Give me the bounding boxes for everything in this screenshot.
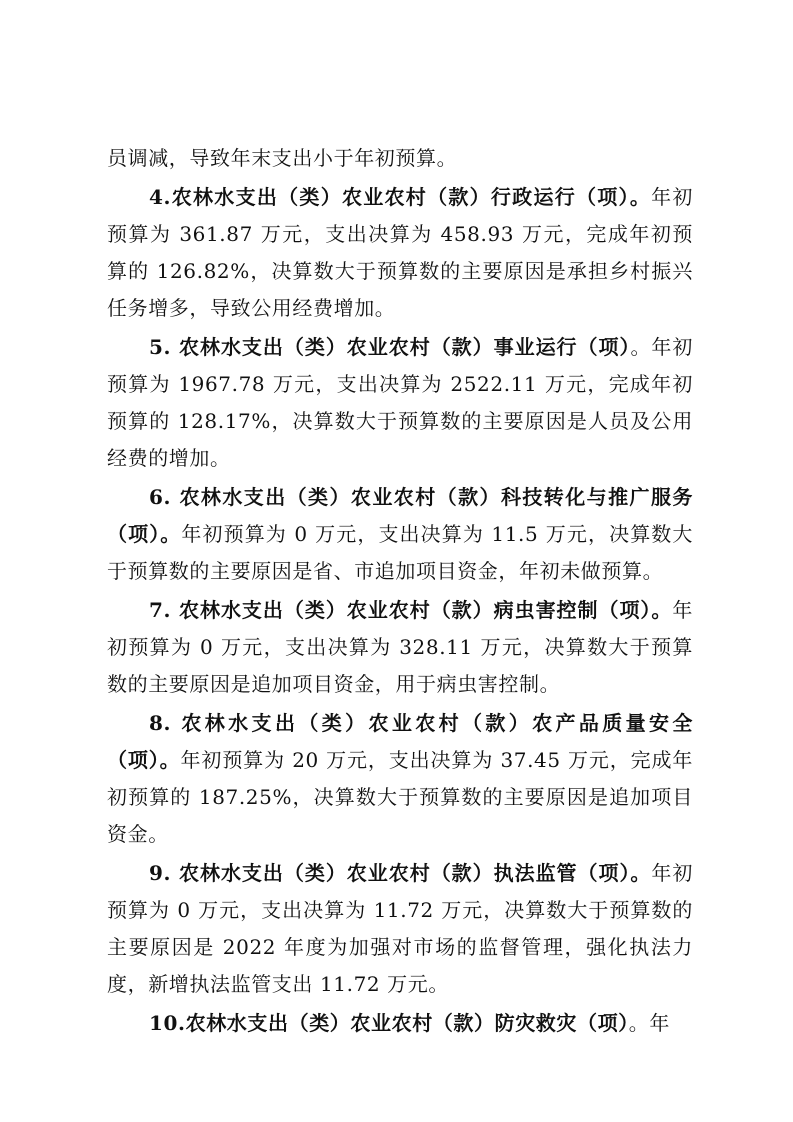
paragraph-body: 年初预算为 0 万元，支出决算为 328.11 万元，决算数大于预算数的主要原因是追加项目资金，用于病虫害控制。 (107, 598, 693, 696)
paragraph-item-10 (107, 1005, 693, 1042)
paragraph-heading: 4.农林水支出（类）农业农村（款）行政运行（项）。 (149, 185, 652, 209)
paragraph-body: 年初预算为 0 万元，支出决算为 11.72 万元，决算数大于预算数的主要原因是 2022 年度为加强对市场的监督管理，强化执法力度，新增执法监管支出 11.72 万元。 (107, 861, 693, 996)
paragraph-heading: 5. 农林水支出（类）农业农村（款）事业运行（项） (149, 335, 631, 359)
paragraph-heading: 6. 农林水支出（类）农业农村（款）科技转化与推广服务（项）。 (107, 485, 693, 546)
paragraph-item-4 (107, 179, 693, 327)
paragraph-body: 年初预算为 20 万元，支出决算为 37.45 万元，完成年初预算的 187.25%，决算数大于预算数的主要原因是追加项目资金。 (107, 748, 693, 846)
paragraph-body: 员调减，导致年末支出小于年初预算。 (107, 146, 458, 170)
paragraph-heading: 8. 农林水支出（类）农业农村（款）农产品质量安全（项）。 (107, 711, 693, 772)
paragraph-item-9 (107, 855, 693, 1003)
paragraph-body: 。年初预算为 1967.78 万元，支出决算为 2522.11 万元，完成年初预算的 128.17%，决算数大于预算数的主要原因是人员及公用经费的增加。 (107, 335, 693, 470)
paragraph-heading: 10.农林水支出（类）农业农村（款）防灾救灾（项） (149, 1011, 629, 1035)
paragraph-body: 。年 (628, 1011, 670, 1035)
paragraph-item-6 (107, 479, 693, 590)
paragraph-heading: 7. 农林水支出（类）农业农村（款）病虫害控制（项）。 (149, 598, 673, 622)
paragraph-heading: 9. 农林水支出（类）农业农村（款）执法监管（项）。 (149, 861, 652, 885)
paragraph-body: 年初预算为 0 万元，支出决算为 11.5 万元，决算数大于预算数的主要原因是省、市追加项目资金，年初未做预算。 (107, 522, 693, 583)
paragraph-item-5 (107, 329, 693, 477)
paragraph-item-8 (107, 705, 693, 853)
paragraph-body: 年初预算为 361.87 万元，支出决算为 458.93 万元，完成年初预算的 126.82%，决算数大于预算数的主要原因是承担乡村振兴任务增多，导致公用经费增加。 (107, 185, 693, 320)
paragraph-continuation (107, 140, 693, 177)
paragraph-item-7 (107, 592, 693, 703)
